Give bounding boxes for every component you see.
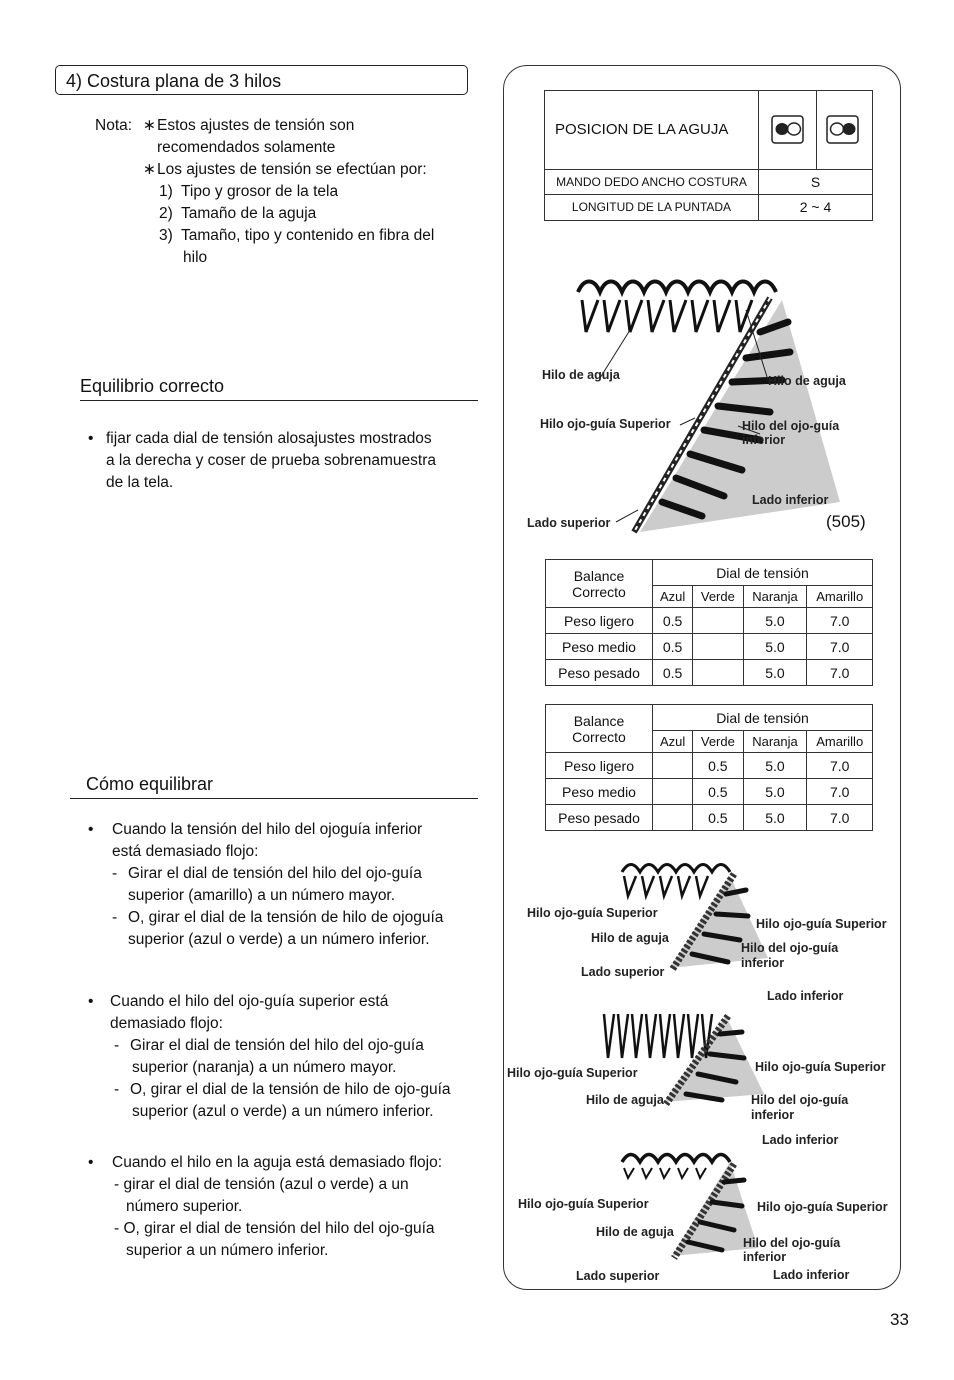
table-cell bbox=[693, 608, 743, 634]
table-cell: 7.0 bbox=[807, 753, 873, 779]
table-cell: 5.0 bbox=[743, 608, 807, 634]
bullet-text: superior a un número inferior. bbox=[126, 1242, 329, 1259]
header-text: Balance bbox=[573, 567, 625, 584]
note-item-num: 2) bbox=[159, 205, 173, 222]
bullet-text: Cuando el hilo del ojo-guía superior está bbox=[110, 993, 389, 1010]
balance-header bbox=[546, 560, 653, 608]
diagram1-label: Lado superior bbox=[527, 516, 611, 530]
balance-header bbox=[546, 705, 653, 753]
bullet-dot: • bbox=[88, 993, 94, 1010]
diagram2-label: Hilo ojo-guía Superior bbox=[756, 917, 887, 931]
table-cell: 7.0 bbox=[807, 805, 873, 831]
bullet-text: Girar el dial de tensión del hilo del ojo-guía bbox=[128, 865, 422, 882]
row-label: Peso pesado bbox=[546, 805, 653, 831]
table-cell: 7.0 bbox=[807, 660, 873, 686]
bullet-text: superior (azul o verde) a un número inferior. bbox=[132, 1103, 434, 1120]
como-bullet-2 bbox=[88, 991, 488, 1123]
diagram1-label: Hilo ojo-guía Superior bbox=[540, 417, 671, 431]
bullet-text: está demasiado flojo: bbox=[112, 843, 259, 860]
bullet-text: Cuando la tensión del hilo del ojoguía inferior bbox=[112, 821, 423, 838]
row-label: Peso pesado bbox=[546, 660, 653, 686]
note-star-2: ∗ bbox=[143, 161, 156, 178]
needle-table bbox=[544, 90, 873, 221]
table-cell bbox=[653, 779, 693, 805]
bullet-text: fijar cada dial de tensión alosajustes mostrados bbox=[106, 430, 432, 447]
needle-row-value: 2 ~ 4 bbox=[799, 199, 832, 215]
equilibrio-heading: Equilibrio correcto bbox=[80, 376, 478, 401]
table-cell: 5.0 bbox=[743, 805, 807, 831]
col-header: Verde bbox=[693, 731, 743, 753]
table-cell: 0.5 bbox=[653, 608, 693, 634]
note-line-2: recomendados solamente bbox=[157, 139, 336, 156]
bullet-text: superior (naranja) a un número mayor. bbox=[132, 1059, 397, 1076]
col-header: Naranja bbox=[743, 731, 807, 753]
page-number: 33 bbox=[890, 1310, 909, 1329]
col-header: Azul bbox=[653, 731, 693, 753]
tension-table-1 bbox=[545, 559, 873, 686]
needle-row-1 bbox=[545, 169, 872, 194]
bullet-text: número superior. bbox=[126, 1198, 243, 1215]
diagram2-label: Hilo ojo-guía Superior bbox=[527, 906, 658, 920]
col-header: Amarillo bbox=[807, 731, 873, 753]
col-header: Azul bbox=[653, 586, 693, 608]
table-cell: 5.0 bbox=[743, 753, 807, 779]
diagram4-label: inferior bbox=[743, 1250, 787, 1264]
bullet-dot: • bbox=[88, 430, 94, 447]
bullet-text: a la derecha y coser de prueba sobrenamuestra bbox=[106, 452, 437, 469]
diagram2-label: Hilo del ojo-guía bbox=[741, 941, 839, 955]
table-cell: 0.5 bbox=[693, 805, 743, 831]
table-cell bbox=[693, 634, 743, 660]
diagram2-label: Lado superior bbox=[581, 965, 665, 979]
header-text: Correcto bbox=[572, 728, 626, 745]
needle-table-title: POSICION DE LA AGUJA bbox=[545, 91, 759, 169]
bullet-text: demasiado flojo: bbox=[110, 1015, 223, 1032]
como-heading: Cómo equilibrar bbox=[70, 774, 478, 799]
diagram4-label: Hilo ojo-guía Superior bbox=[757, 1200, 888, 1214]
needle-row-2 bbox=[545, 194, 872, 220]
row-label: Peso medio bbox=[546, 634, 653, 660]
tension-table-2 bbox=[545, 704, 873, 831]
bullet-text: O, girar el dial de la tensión de hilo de ojo-guía bbox=[130, 1081, 451, 1098]
diagram2-label: Lado inferior bbox=[767, 989, 844, 1003]
bullet-text: Girar el dial de tensión del hilo del ojo-guía bbox=[130, 1037, 424, 1054]
col-header: Naranja bbox=[743, 586, 807, 608]
diagram2-label: inferior bbox=[741, 956, 785, 970]
bullet-dot: • bbox=[88, 1154, 94, 1171]
diagram3-label: Hilo ojo-guía Superior bbox=[507, 1066, 638, 1080]
diagram4-label: Lado inferior bbox=[773, 1268, 850, 1282]
note-line-3: Los ajustes de tensión se efectúan por: bbox=[157, 161, 427, 178]
table-cell: 0.5 bbox=[653, 660, 693, 686]
dash: - bbox=[114, 1037, 120, 1054]
dial-header: Dial de tensión bbox=[653, 560, 873, 586]
dial-header: Dial de tensión bbox=[653, 705, 873, 731]
como-bullet-3 bbox=[88, 1152, 488, 1262]
table-cell: 5.0 bbox=[743, 779, 807, 805]
equilibrio-bullet bbox=[88, 428, 488, 494]
needle-row-value: S bbox=[810, 174, 821, 190]
section-title: 4) Costura plana de 3 hilos bbox=[55, 65, 468, 95]
bullet-text: de la tela. bbox=[106, 474, 174, 491]
diagram3-label: Hilo del ojo-guía bbox=[751, 1093, 849, 1107]
col-header: Amarillo bbox=[807, 586, 873, 608]
diagram1-label: Hilo del ojo-guía bbox=[742, 419, 840, 433]
diagram1-label: Hilo de aguja bbox=[542, 368, 620, 382]
bullet-text: Cuando el hilo en la aguja está demasiado flojo: bbox=[112, 1154, 443, 1171]
como-bullet-1 bbox=[88, 819, 488, 951]
needle-left-icon bbox=[759, 91, 815, 169]
table-cell: 0.5 bbox=[693, 779, 743, 805]
note-item: Tipo y grosor de la tela bbox=[181, 183, 339, 200]
note-line-1: Estos ajustes de tensión son bbox=[157, 117, 355, 134]
dash: - bbox=[114, 1081, 120, 1098]
table-cell bbox=[653, 753, 693, 779]
col-header: Verde bbox=[693, 586, 743, 608]
diagram3-label: Hilo ojo-guía Superior bbox=[755, 1060, 886, 1074]
diagram2-label: Hilo de aguja bbox=[591, 931, 669, 945]
diagram1-label: Hilo de aguja bbox=[768, 374, 846, 388]
diagram3-label: Lado inferior bbox=[762, 1133, 839, 1147]
diagram1-label: Lado inferior bbox=[752, 493, 829, 507]
note-item: Tamaño, tipo y contenido en fibra del bbox=[181, 227, 435, 244]
table-cell bbox=[653, 805, 693, 831]
header-text: Correcto bbox=[572, 583, 626, 600]
diagram4-label: Hilo del ojo-guía bbox=[743, 1236, 841, 1250]
needle-row-label: MANDO DEDO ANCHO COSTURA bbox=[545, 170, 759, 194]
dash: - bbox=[112, 909, 118, 926]
diagram3-label: inferior bbox=[751, 1108, 795, 1122]
bullet-text: - O, girar el dial de tensión del hilo del ojo-guía bbox=[114, 1220, 435, 1237]
note-item-num: 3) bbox=[159, 227, 173, 244]
diagram4-label: Hilo ojo-guía Superior bbox=[518, 1197, 649, 1211]
diagram4-label: Hilo de aguja bbox=[596, 1225, 674, 1239]
table-cell: 0.5 bbox=[693, 753, 743, 779]
bullet-text: - girar el dial de tensión (azul o verde) a un bbox=[114, 1176, 409, 1193]
note-item-cont: hilo bbox=[183, 249, 208, 266]
table-cell: 0.5 bbox=[653, 634, 693, 660]
model-code: (505) bbox=[826, 512, 866, 531]
needle-row-label: LONGITUD DE LA PUNTADA bbox=[545, 195, 759, 220]
table-cell: 7.0 bbox=[807, 634, 873, 660]
row-label: Peso medio bbox=[546, 779, 653, 805]
note-item: Tamaño de la aguja bbox=[181, 205, 317, 222]
table-cell: 7.0 bbox=[807, 608, 873, 634]
bullet-text: superior (azul o verde) a un número inferior. bbox=[128, 931, 430, 948]
note-block bbox=[95, 115, 495, 269]
table-cell: 5.0 bbox=[743, 634, 807, 660]
note-label: Nota: bbox=[95, 117, 133, 134]
note-item-num: 1) bbox=[159, 183, 173, 200]
note-star-1: ∗ bbox=[143, 117, 156, 134]
table-cell: 5.0 bbox=[743, 660, 807, 686]
header-text: Balance bbox=[573, 712, 625, 729]
dash: - bbox=[112, 865, 118, 882]
bullet-text: O, girar el dial de la tensión de hilo de ojoguía bbox=[128, 909, 444, 926]
table-cell bbox=[693, 660, 743, 686]
diagram4-label: Lado superior bbox=[576, 1269, 660, 1283]
needle-right-cell bbox=[816, 91, 872, 169]
table-cell: 7.0 bbox=[807, 779, 873, 805]
diagram1-label: inferior bbox=[742, 433, 786, 447]
diagram3-label: Hilo de aguja bbox=[586, 1093, 664, 1107]
needle-right-icon bbox=[816, 91, 872, 169]
bullet-text: superior (amarillo) a un número mayor. bbox=[128, 887, 396, 904]
needle-left-cell bbox=[759, 91, 817, 169]
row-label: Peso ligero bbox=[546, 753, 653, 779]
row-label: Peso ligero bbox=[546, 608, 653, 634]
bullet-dot: • bbox=[88, 821, 94, 838]
